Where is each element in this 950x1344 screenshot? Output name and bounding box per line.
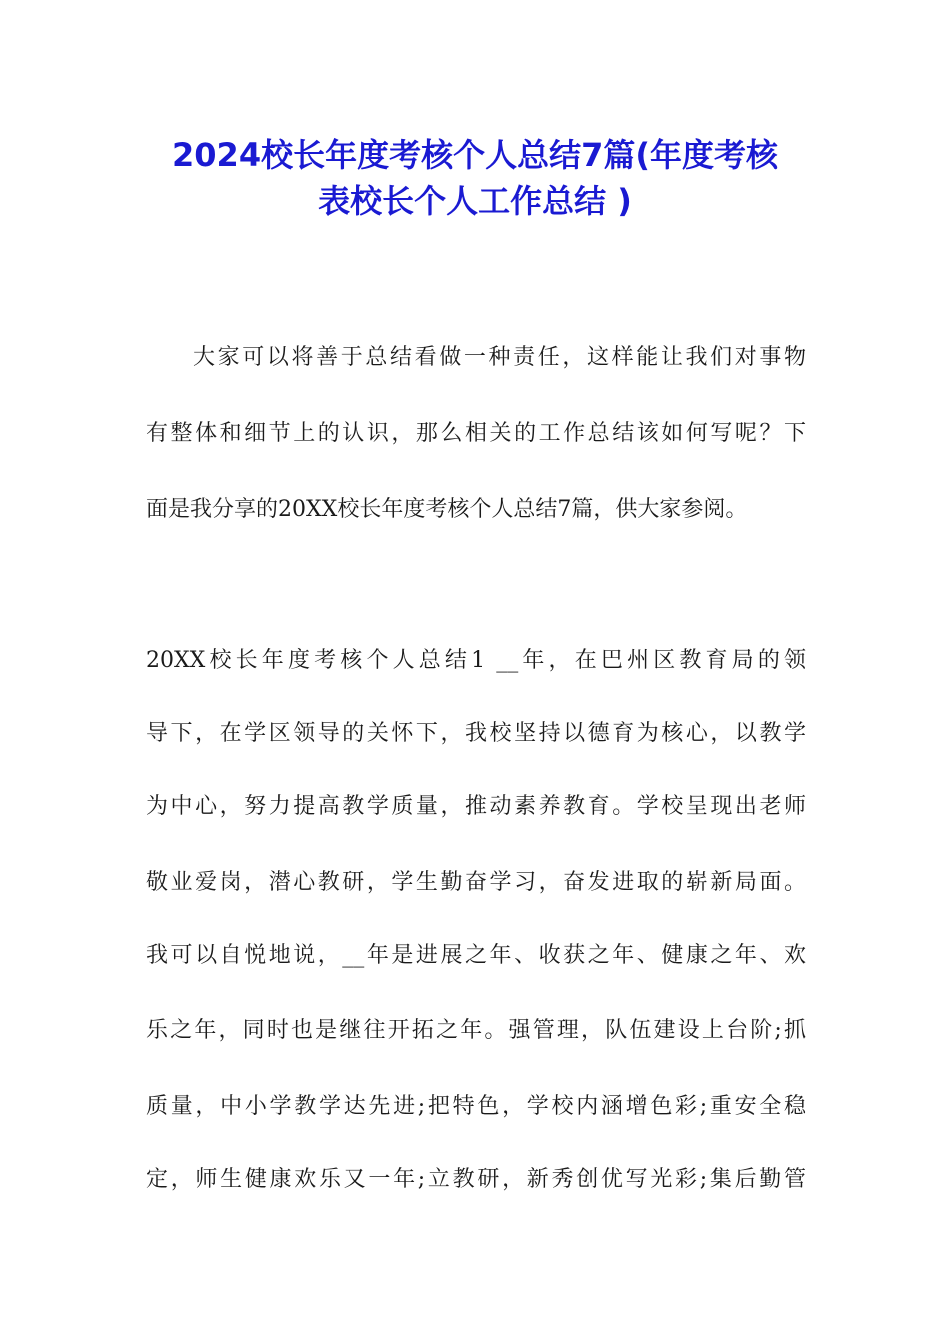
section-paragraph-line: 敬业爱岗，潜心教研，学生勤奋学习，奋发进取的崭新局面。 bbox=[146, 870, 806, 895]
intro-paragraph-line: 有整体和细节上的认识，那么相关的工作总结该如何写呢？下 bbox=[146, 421, 806, 446]
section-paragraph-line: 20XX校长年度考核个人总结1 __年，在巴州区教育局的领 bbox=[146, 648, 806, 673]
section-paragraph-line: 乐之年，同时也是继往开拓之年。强管理，队伍建设上台阶;抓 bbox=[146, 1018, 806, 1043]
document-title-line-2: 表校长个人工作总结 ) bbox=[318, 182, 632, 220]
intro-paragraph-line: 大家可以将善于总结看做一种责任，这样能让我们对事物 bbox=[193, 345, 806, 370]
section-paragraph-line: 质量，中小学教学达先进;把特色，学校内涵增色彩;重安全稳 bbox=[146, 1094, 806, 1119]
section-paragraph-line: 导下，在学区领导的关怀下，我校坚持以德育为核心，以教学 bbox=[146, 721, 806, 746]
intro-paragraph-line: 面是我分享的20XX校长年度考核个人总结7篇，供大家参阅。 bbox=[146, 497, 748, 522]
section-paragraph-line: 定，师生健康欢乐又一年;立教研，新秀创优写光彩;集后勤管 bbox=[146, 1167, 806, 1192]
section-paragraph-line: 我可以自悦地说，__年是进展之年、收获之年、健康之年、欢 bbox=[146, 943, 806, 968]
document-title-line-1: 2024校长年度考核个人总结7篇(年度考核 bbox=[172, 136, 778, 174]
section-paragraph-line: 为中心，努力提高教学质量，推动素养教育。学校呈现出老师 bbox=[146, 794, 806, 819]
